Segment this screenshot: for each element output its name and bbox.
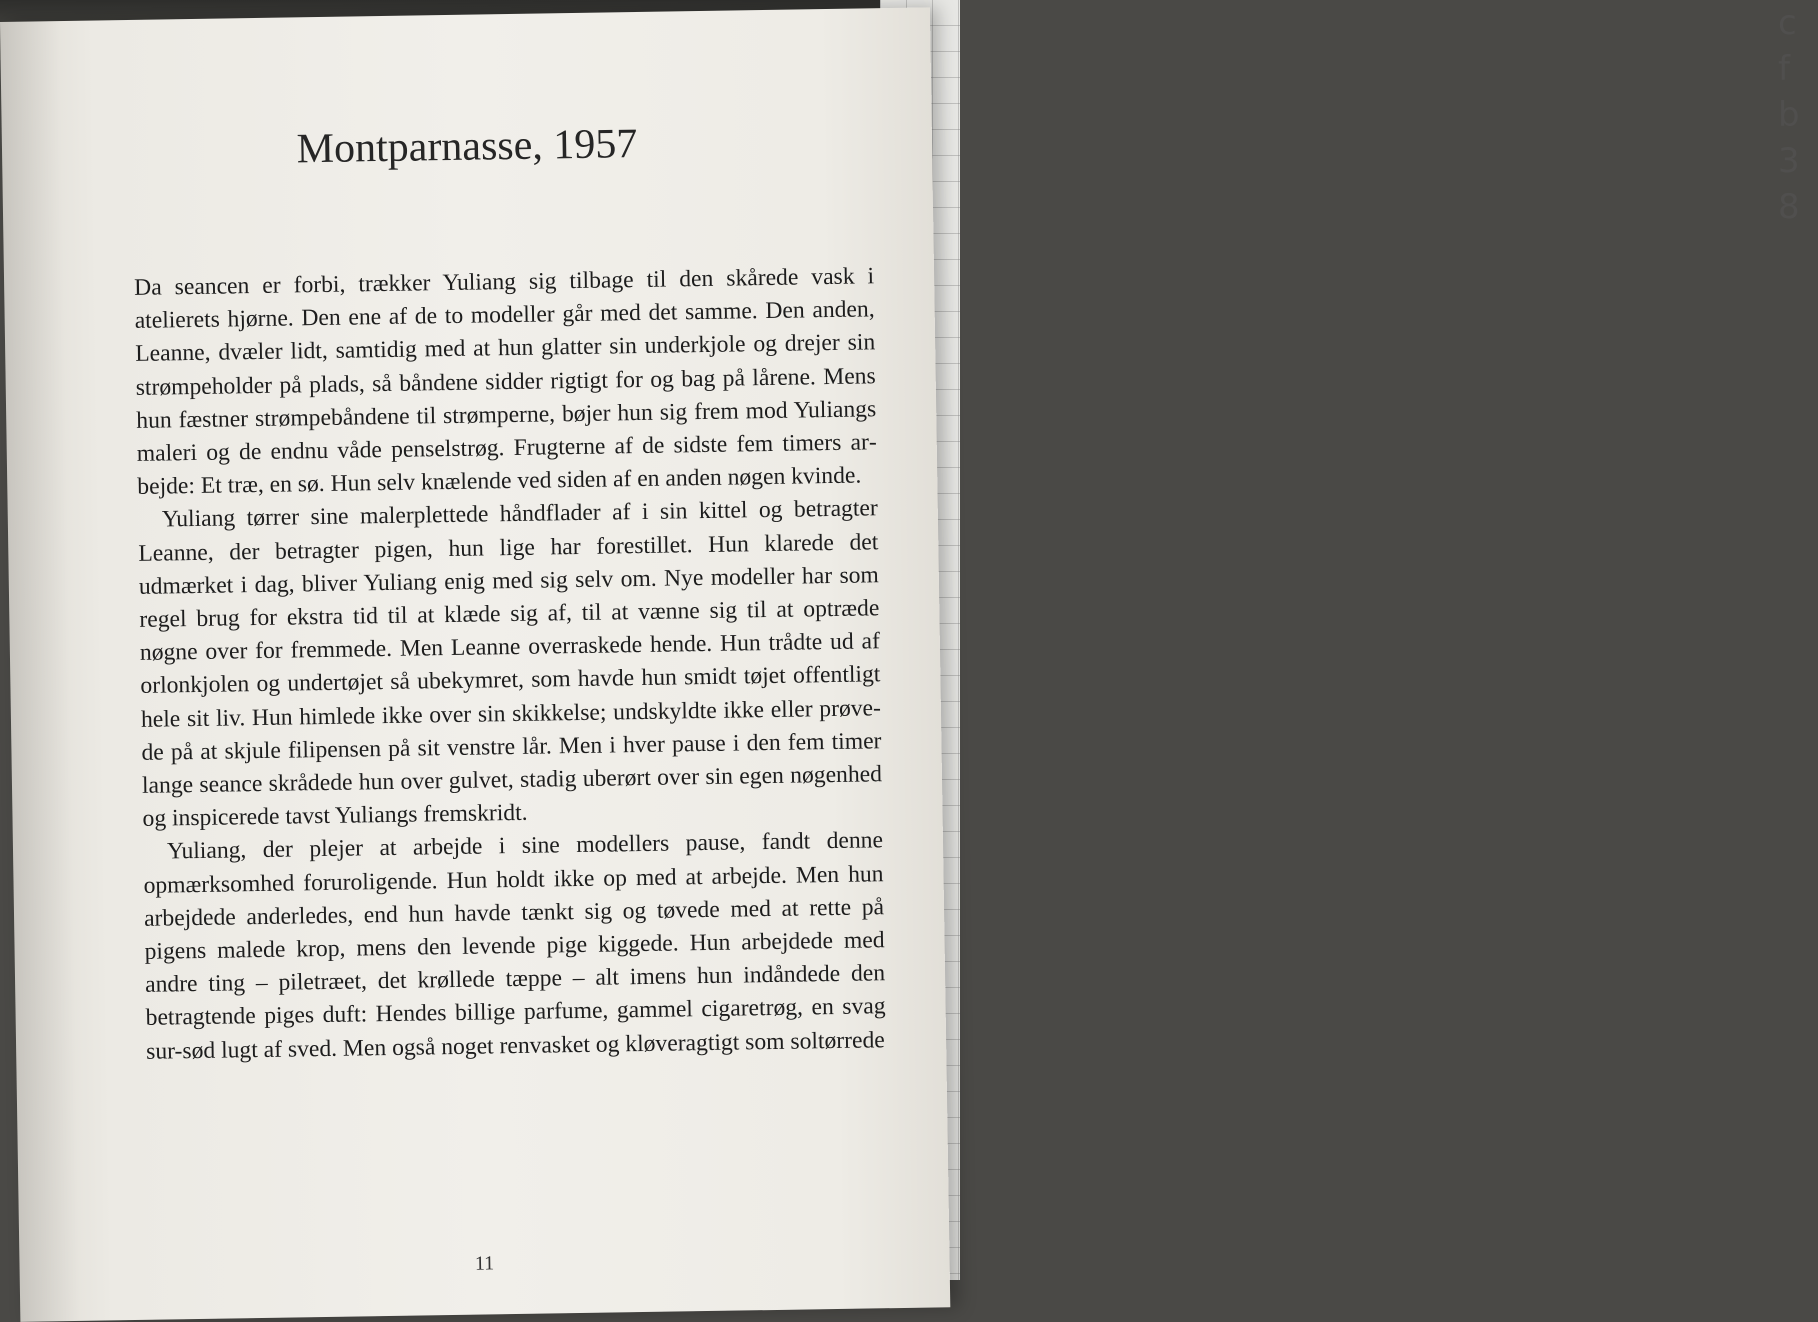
page-gutter-shadow	[0, 21, 80, 1322]
page-number: 11	[474, 1252, 495, 1275]
paragraph: Yuliang tørrer sine malerplettede håndflader af i sin kittel og betragter Leanne, der betragter pigen, hun lige har forestillet. Hun klarede det udmærket i dag, bliver Yuliang enig med sig selv om. Nye modeller har som regel brug for ekstra tid til at klæde sig af, til at vænne sig til at optræde nøgne over for fremmede. Men Leanne overraskede hende. Hun trådte ud af orlonkjolen og undertøjet så ubekymret, som havde hun smidt tøjet offentligt hele sit liv. Hun himlede ikke over sin skikkelse; undskyldte ikke eller prøvede på at skjule filipensen på sit venstre lår. Men i hver pause i den fem timer lange seance skrådede hun over gulvet, stadig uberørt over sin egen nøgenhed og inspicerede tavst Yuliangs fremskridt.	[138, 495, 883, 833]
chapter-body	[134, 260, 886, 1068]
handwriting-marks: c f b 3 8	[1778, 3, 1800, 227]
paragraph: Da seancen er forbi, trækker Yuliang sig tilbage til den skårede vask i atelierets hjørne. Den ene af de to modeller går med det samme. Den anden, Leanne, dvæler lidt, samtidig med at hun glatter sin underkjole og drejer sin strømpeholder på plads, så båndene sidder rigtigt for og bag på lårene. Mens hun fæstner strømpebåndene til strømperne, bøjer hun sig frem mod Yuliangs maleri og de endnu våde penselstrøg. Frugterne af de sidste fem timers arbejde: Et træ, en sø. Hun selv knælende ved siden af en anden nøgen kvinde.	[133, 263, 877, 501]
chapter-title: Montparnasse, 1957	[296, 121, 638, 173]
book-page	[0, 7, 950, 1321]
paragraph: Yuliang, der plejer at arbejde i sine modellers pause, fandt denne opmærksomhed foruroligende. Hun holdt ikke op med at arbejde. Men hun arbejdede anderledes, end hun havde tænkt sig og tøvede med at rette på pigens malede krop, mens den levende pige kiggede. Hun arbejdede med andre ting – piletræet, det krøllede tæppe – alt imens hun indåndede den betragtende piges duft: Hendes billige parfume, gammel cigaretrøg, en svag sur-sød lugt af sved. Men også noget renvasket og kløveragtigt som soltørrede	[143, 827, 886, 1065]
